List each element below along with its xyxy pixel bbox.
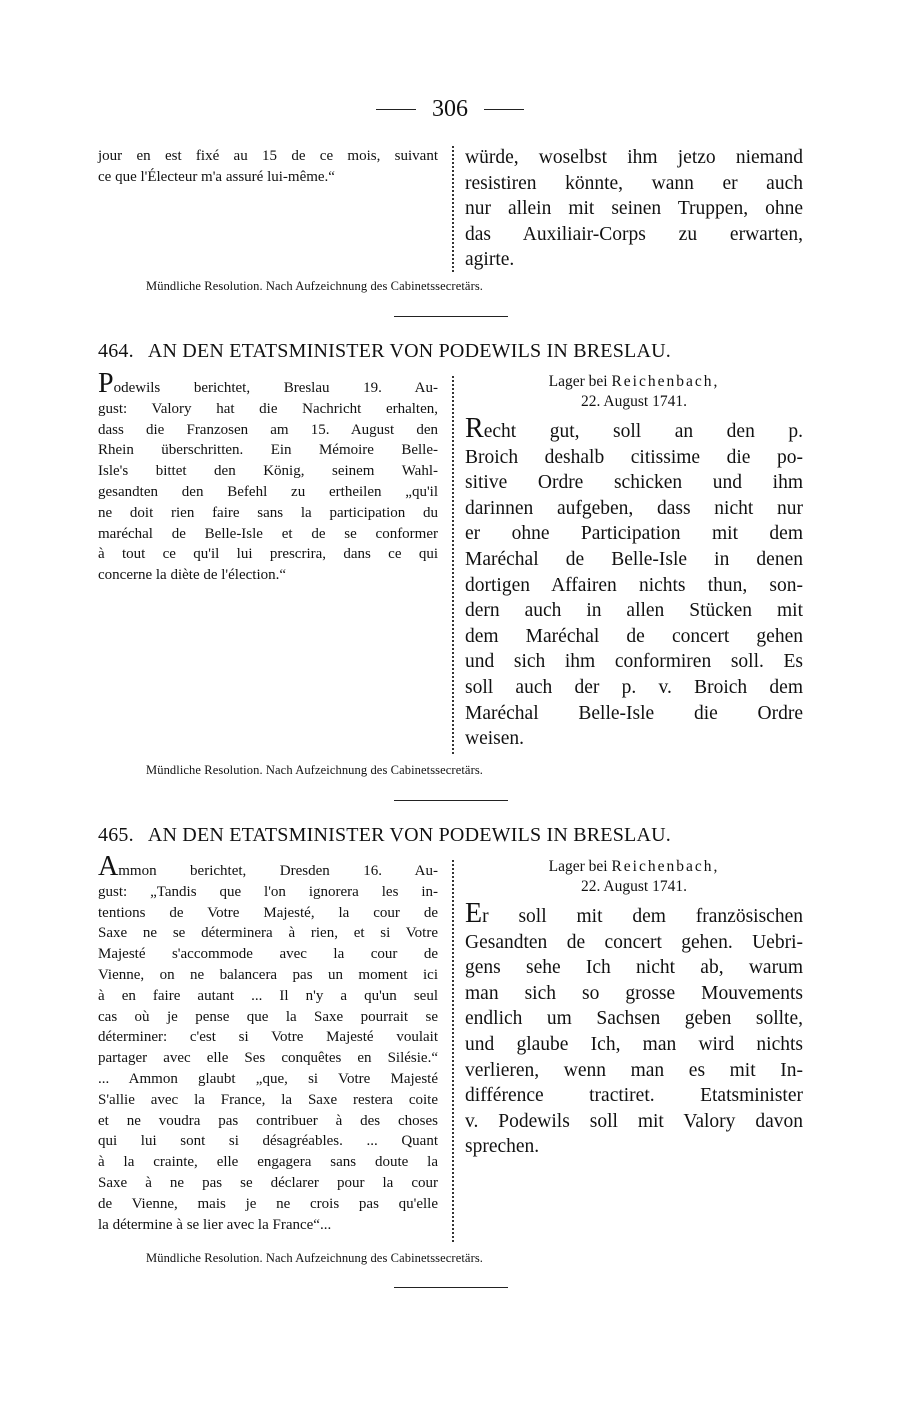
drop-cap-line: Er soll mit dem französischen — [465, 898, 803, 929]
text-line: v. Podewils soll mit Valory davon — [465, 1110, 803, 1132]
place-name: Reichenbach, — [611, 858, 720, 875]
resolution-note: Mündliche Resolution. Nach Aufzeichnung des Cabinetssecretärs. — [146, 279, 484, 293]
text-line: gust: Valory hat die Nachricht erhalten, — [98, 400, 438, 417]
text-line: dern auch in allen Stücken mit — [465, 600, 803, 622]
resolution-text-464 — [465, 372, 803, 752]
section-rule — [394, 800, 508, 801]
column-divider — [452, 860, 454, 1242]
text-line: Maréchal Belle-Isle die Ordre — [465, 702, 803, 724]
text-line: man sich so grosse Mouvements — [465, 982, 803, 1004]
text-line: gesandten den Befehl zu ertheilen „qu'il — [98, 483, 438, 500]
text-line: à tout ce qu'il lui prescrira, dans ce qui — [98, 546, 438, 563]
place-line — [465, 372, 803, 392]
section-title: AN DEN ETATSMINISTER VON PODEWILS IN BRESLAU. — [147, 824, 671, 846]
resolution-note: Mündliche Resolution. Nach Aufzeichnung des Cabinetssecretärs. — [146, 763, 484, 777]
page-number: 306 — [432, 96, 468, 122]
text-line: gens sehe Ich nicht ab, warum — [465, 957, 803, 979]
section-number: 465. — [98, 824, 134, 846]
text-line: er ohne Participation mit dem — [465, 523, 803, 545]
text-line: Saxe ne se déterminera à rien, et si Votre — [98, 925, 438, 942]
header-rule-right — [484, 109, 524, 110]
place-name: Reichenbach, — [611, 373, 720, 390]
text-line: gust: „Tandis que l'on ignorera les in- — [98, 883, 438, 900]
text-line: und glaube Ich, man wird nichts — [465, 1033, 803, 1055]
text-line: Isle's bittet den König, seinem Wahl- — [98, 463, 438, 480]
section-heading-464 — [98, 340, 804, 363]
text-line: weisen. — [465, 728, 525, 750]
text-line: tentions de Votre Majesté, la cour de — [98, 904, 438, 921]
text-line: à en faire autant ... Il n'y a qu'un seul — [98, 987, 438, 1004]
text-line: dem Maréchal de concert gehen — [465, 625, 803, 647]
text-line: Rhein überschritten. Ein Mémoire Belle- — [98, 442, 438, 459]
text-line: nur allein mit seinen Truppen, ohne — [465, 198, 803, 220]
column-divider — [452, 146, 454, 272]
text-line: resistiren könnte, wann er auch — [465, 172, 803, 194]
text-line: sprechen. — [465, 1136, 540, 1158]
text-line: endlich um Sachsen geben sollte, — [465, 1008, 803, 1030]
text-line — [465, 413, 803, 445]
text-line: et ne voudra pas contribuer à des choses — [98, 1112, 438, 1129]
text-line: dass die Franzosen am 15. August den — [98, 421, 438, 438]
text-line: jour en est fixé au 15 de ce mois, suivant — [98, 148, 438, 164]
text-line: Saxe à ne pas se déclarer pour la cour — [98, 1174, 438, 1191]
text-line: würde, woselbst ihm jetzo niemand — [465, 147, 803, 168]
summary-464 — [98, 368, 438, 586]
drop-cap-line: Ammon berichtet, Dresden 16. Au- — [98, 851, 438, 882]
text-line: la détermine à se lier avec la France“... — [98, 1216, 332, 1233]
text-line: das Auxiliair-Corps zu erwarten, — [465, 223, 803, 245]
text-line: cas où je pense que la Saxe pourrait se — [98, 1008, 438, 1025]
text-line: Vienne, on ne balancera pas un moment ici — [98, 966, 438, 983]
text-line: de Vienne, mais je ne crois pas qu'elle — [98, 1195, 438, 1212]
text-line: agirte. — [465, 249, 515, 271]
drop-cap-line: Podewils berichtet, Breslau 19. Au- — [98, 368, 438, 399]
text-line: soll auch der p. v. Broich dem — [465, 676, 803, 698]
section-title: AN DEN ETATSMINISTER VON PODEWILS IN BRESLAU. — [147, 340, 671, 362]
text-line: verlieren, wenn man es mit In- — [465, 1059, 803, 1081]
text-line: Maréchal de Belle-Isle in denen — [465, 548, 803, 570]
header-rule-left — [376, 109, 416, 110]
text-line: à la crainte, elle engagera sans doute la — [98, 1154, 438, 1171]
place-prefix: Lager bei — [548, 373, 612, 390]
text-line: sitive Ordre schicken und ihm — [465, 472, 803, 494]
date-line: 22. August 1741. — [581, 393, 687, 410]
resolution-text-465 — [465, 857, 803, 1160]
top-right-column — [465, 145, 803, 273]
place-line — [465, 857, 803, 877]
text-line: S'allie avec la France, la Saxe restera coite — [98, 1091, 438, 1108]
text-line — [98, 368, 438, 399]
section-rule — [394, 316, 508, 317]
place-prefix: Lager bei — [548, 858, 612, 875]
resolution-note: Mündliche Resolution. Nach Aufzeichnung des Cabinetssecretärs. — [146, 1251, 484, 1265]
text-line: und sich ihm conformiren soll. Es — [465, 651, 803, 673]
text-line: qui lui sont si désagréables. ... Quant — [98, 1133, 438, 1150]
text-line: partager avec elle Ses conquêtes en Silésie.“ — [98, 1050, 438, 1067]
text-line: maréchal de Belle-Isle et de se conformer — [98, 525, 438, 542]
text-line: Gesandten de concert gehen. Uebri- — [465, 931, 803, 953]
text-line: darinnen aufgeben, dass nicht nur — [465, 497, 803, 519]
section-heading-465 — [98, 824, 804, 847]
text-line: Majesté s'accommode avec la cour de — [98, 946, 438, 963]
summary-465 — [98, 851, 438, 1235]
drop-cap-line: Recht gut, soll an den p. — [465, 413, 803, 444]
text-line: différence tractiret. Etatsminister — [465, 1085, 803, 1107]
text-line — [465, 898, 803, 930]
column-divider — [452, 376, 454, 754]
text-line: dortigen Affairen nichts thun, son- — [465, 574, 803, 596]
text-line — [98, 851, 438, 882]
text-line: ne doit rien faire sans la participation du — [98, 504, 438, 521]
section-rule — [394, 1287, 508, 1288]
text-line: ... Ammon glaubt „que, si Votre Majesté — [98, 1070, 438, 1087]
date-line: 22. August 1741. — [581, 878, 687, 895]
top-left-column — [98, 146, 438, 188]
text-line: Broich deshalb citissime die po- — [465, 446, 803, 468]
text-line: ce que l'Électeur m'a assuré lui-même.“ — [98, 168, 335, 185]
text-line: déterminer: c'est si Votre Majesté voulait — [98, 1029, 438, 1046]
page-header — [0, 96, 900, 123]
text-line: concerne la diète de l'élection.“ — [98, 567, 287, 584]
section-number: 464. — [98, 340, 134, 362]
